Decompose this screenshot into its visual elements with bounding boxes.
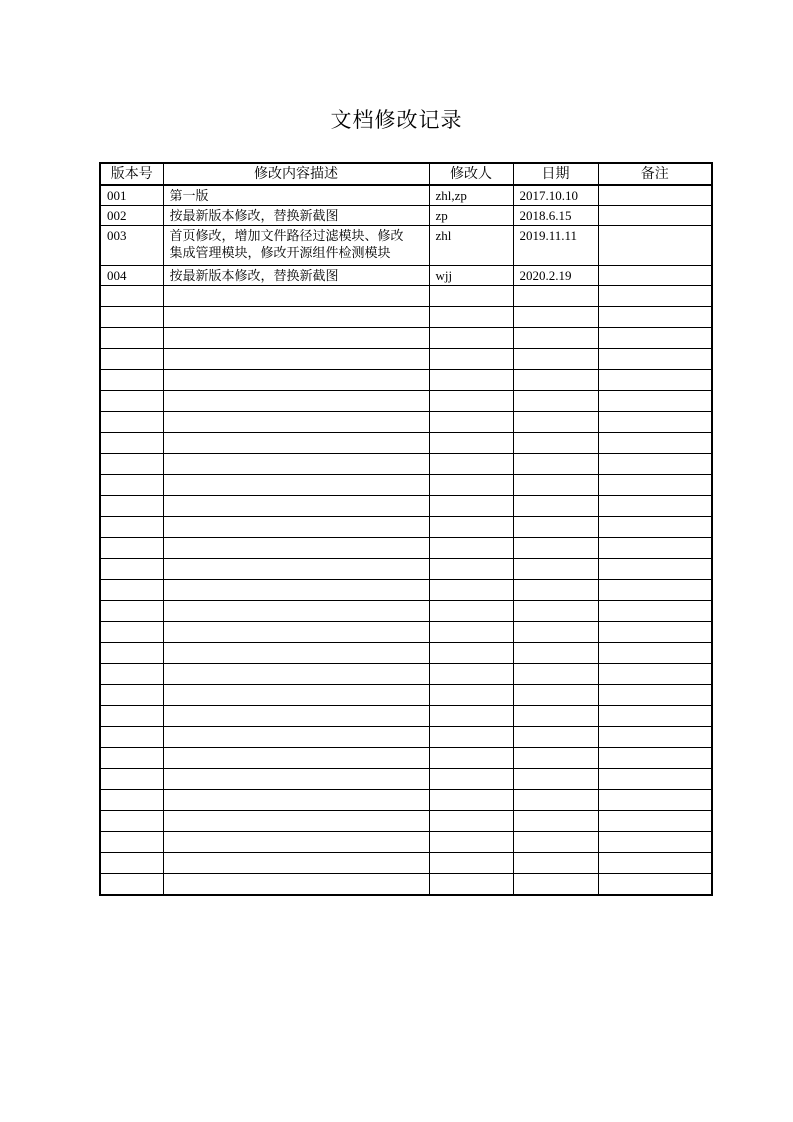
empty-cell — [598, 349, 712, 370]
empty-table-row — [100, 622, 712, 643]
empty-cell — [598, 643, 712, 664]
empty-cell — [429, 391, 513, 412]
empty-cell — [163, 286, 429, 307]
empty-cell — [163, 643, 429, 664]
empty-cell — [163, 349, 429, 370]
empty-cell — [513, 412, 598, 433]
empty-cell — [429, 580, 513, 601]
cell-date: 2020.2.19 — [513, 266, 598, 286]
empty-cell — [598, 454, 712, 475]
empty-table-row — [100, 748, 712, 769]
empty-cell — [163, 811, 429, 832]
empty-cell — [598, 391, 712, 412]
empty-cell — [163, 685, 429, 706]
empty-table-row — [100, 307, 712, 328]
empty-cell — [598, 433, 712, 454]
empty-cell — [598, 853, 712, 874]
empty-cell — [598, 685, 712, 706]
empty-cell — [429, 433, 513, 454]
empty-cell — [513, 433, 598, 454]
empty-cell — [513, 559, 598, 580]
empty-cell — [429, 307, 513, 328]
empty-table-row — [100, 328, 712, 349]
empty-cell — [100, 328, 163, 349]
empty-cell — [429, 706, 513, 727]
empty-cell — [598, 475, 712, 496]
empty-cell — [598, 307, 712, 328]
cell-date: 2018.6.15 — [513, 206, 598, 226]
empty-cell — [100, 370, 163, 391]
empty-cell — [513, 328, 598, 349]
empty-cell — [100, 706, 163, 727]
cell-author: wjj — [429, 266, 513, 286]
empty-cell — [429, 769, 513, 790]
cell-description: 按最新版本修改，替换新截图 — [163, 266, 429, 286]
empty-cell — [100, 664, 163, 685]
empty-table-row — [100, 643, 712, 664]
table-row — [100, 206, 712, 226]
cell-description — [163, 226, 429, 266]
empty-cell — [163, 664, 429, 685]
page-title: 文档修改记录 — [330, 108, 463, 132]
empty-cell — [163, 874, 429, 896]
empty-cell — [598, 580, 712, 601]
empty-cell — [100, 769, 163, 790]
empty-cell — [429, 748, 513, 769]
empty-cell — [429, 538, 513, 559]
empty-cell — [429, 853, 513, 874]
empty-cell — [163, 559, 429, 580]
empty-cell — [598, 496, 712, 517]
empty-cell — [100, 643, 163, 664]
cell-author: zhl — [429, 226, 513, 266]
empty-cell — [513, 685, 598, 706]
empty-cell — [100, 349, 163, 370]
cell-note — [598, 226, 712, 266]
empty-cell — [598, 517, 712, 538]
header-date: 日期 — [513, 163, 598, 185]
empty-cell — [100, 391, 163, 412]
empty-table-row — [100, 454, 712, 475]
empty-table-row — [100, 286, 712, 307]
empty-cell — [429, 349, 513, 370]
empty-cell — [598, 811, 712, 832]
empty-table-row — [100, 349, 712, 370]
empty-cell — [513, 496, 598, 517]
empty-cell — [163, 706, 429, 727]
empty-cell — [513, 643, 598, 664]
empty-cell — [598, 370, 712, 391]
empty-cell — [429, 664, 513, 685]
empty-cell — [429, 790, 513, 811]
empty-cell — [513, 727, 598, 748]
empty-cell — [163, 538, 429, 559]
cell-version: 001 — [100, 185, 163, 206]
empty-cell — [100, 286, 163, 307]
empty-cell — [100, 475, 163, 496]
empty-cell — [429, 517, 513, 538]
empty-cell — [163, 580, 429, 601]
header-description: 修改内容描述 — [163, 163, 429, 185]
empty-cell — [513, 853, 598, 874]
empty-table-row — [100, 370, 712, 391]
empty-table-row — [100, 874, 712, 896]
empty-cell — [598, 538, 712, 559]
empty-cell — [100, 538, 163, 559]
empty-cell — [429, 328, 513, 349]
empty-cell — [513, 664, 598, 685]
revision-table — [99, 162, 713, 896]
cell-note — [598, 206, 712, 226]
cell-date: 2019.11.11 — [513, 226, 598, 266]
empty-cell — [513, 580, 598, 601]
empty-cell — [429, 811, 513, 832]
empty-cell — [513, 349, 598, 370]
empty-cell — [598, 727, 712, 748]
empty-cell — [429, 685, 513, 706]
empty-cell — [429, 370, 513, 391]
header-author: 修改人 — [429, 163, 513, 185]
empty-table-row — [100, 580, 712, 601]
table-header-row — [100, 163, 712, 185]
empty-cell — [163, 517, 429, 538]
cell-description-line: 首页修改，增加文件路径过滤模块、修改 — [169, 228, 404, 243]
empty-cell — [163, 475, 429, 496]
empty-table-row — [100, 517, 712, 538]
empty-cell — [163, 748, 429, 769]
empty-cell — [513, 622, 598, 643]
empty-table-row — [100, 811, 712, 832]
empty-cell — [429, 727, 513, 748]
empty-cell — [100, 496, 163, 517]
empty-cell — [100, 433, 163, 454]
empty-cell — [100, 559, 163, 580]
empty-cell — [100, 517, 163, 538]
empty-cell — [429, 496, 513, 517]
empty-table-row — [100, 832, 712, 853]
empty-cell — [513, 517, 598, 538]
empty-cell — [598, 412, 712, 433]
empty-cell — [100, 601, 163, 622]
empty-cell — [100, 790, 163, 811]
empty-cell — [163, 496, 429, 517]
empty-cell — [598, 769, 712, 790]
empty-table-row — [100, 496, 712, 517]
empty-cell — [513, 811, 598, 832]
empty-cell — [163, 412, 429, 433]
empty-cell — [513, 874, 598, 896]
cell-version: 004 — [100, 266, 163, 286]
empty-cell — [100, 685, 163, 706]
empty-table-row — [100, 769, 712, 790]
cell-note — [598, 266, 712, 286]
header-note: 备注 — [598, 163, 712, 185]
empty-cell — [429, 643, 513, 664]
empty-cell — [100, 748, 163, 769]
empty-cell — [429, 286, 513, 307]
header-version: 版本号 — [100, 163, 163, 185]
empty-table-row — [100, 538, 712, 559]
empty-cell — [598, 664, 712, 685]
empty-cell — [100, 874, 163, 896]
empty-cell — [513, 706, 598, 727]
empty-cell — [163, 391, 429, 412]
empty-cell — [429, 475, 513, 496]
empty-cell — [513, 307, 598, 328]
empty-cell — [163, 328, 429, 349]
empty-cell — [163, 769, 429, 790]
empty-cell — [100, 454, 163, 475]
empty-cell — [598, 328, 712, 349]
empty-cell — [429, 622, 513, 643]
empty-table-row — [100, 853, 712, 874]
empty-cell — [100, 811, 163, 832]
empty-cell — [598, 601, 712, 622]
empty-cell — [513, 748, 598, 769]
cell-author: zhl,zp — [429, 185, 513, 206]
empty-table-row — [100, 706, 712, 727]
empty-cell — [513, 454, 598, 475]
empty-table-row — [100, 601, 712, 622]
empty-table-row — [100, 433, 712, 454]
cell-version: 002 — [100, 206, 163, 226]
empty-cell — [429, 601, 513, 622]
empty-cell — [163, 832, 429, 853]
empty-cell — [163, 727, 429, 748]
empty-cell — [163, 454, 429, 475]
empty-cell — [598, 874, 712, 896]
cell-author: zp — [429, 206, 513, 226]
empty-cell — [598, 622, 712, 643]
cell-note — [598, 185, 712, 206]
table-row — [100, 266, 712, 286]
empty-cell — [100, 307, 163, 328]
cell-description: 按最新版本修改，替换新截图 — [163, 206, 429, 226]
empty-cell — [163, 622, 429, 643]
empty-cell — [513, 370, 598, 391]
empty-cell — [598, 286, 712, 307]
empty-cell — [513, 601, 598, 622]
empty-cell — [429, 832, 513, 853]
cell-description-line: 集成管理模块，修改开源组件检测模块 — [169, 245, 391, 260]
empty-cell — [598, 559, 712, 580]
empty-cell — [429, 874, 513, 896]
empty-table-row — [100, 391, 712, 412]
empty-cell — [100, 832, 163, 853]
empty-cell — [100, 412, 163, 433]
empty-table-row — [100, 559, 712, 580]
empty-cell — [100, 622, 163, 643]
empty-cell — [163, 307, 429, 328]
empty-cell — [598, 706, 712, 727]
empty-cell — [100, 727, 163, 748]
empty-cell — [598, 748, 712, 769]
empty-table-row — [100, 685, 712, 706]
empty-cell — [163, 433, 429, 454]
empty-cell — [513, 538, 598, 559]
empty-cell — [163, 853, 429, 874]
empty-cell — [163, 601, 429, 622]
empty-cell — [100, 853, 163, 874]
empty-cell — [429, 412, 513, 433]
empty-table-row — [100, 475, 712, 496]
cell-date: 2017.10.10 — [513, 185, 598, 206]
empty-cell — [513, 475, 598, 496]
table-row — [100, 226, 712, 266]
empty-table-row — [100, 790, 712, 811]
empty-cell — [513, 832, 598, 853]
empty-cell — [513, 391, 598, 412]
table-row — [100, 185, 712, 206]
empty-table-row — [100, 412, 712, 433]
empty-cell — [429, 454, 513, 475]
empty-cell — [100, 580, 163, 601]
empty-cell — [429, 559, 513, 580]
cell-description: 第一版 — [163, 185, 429, 206]
empty-cell — [598, 832, 712, 853]
empty-cell — [163, 370, 429, 391]
empty-cell — [513, 790, 598, 811]
empty-cell — [163, 790, 429, 811]
empty-table-row — [100, 727, 712, 748]
empty-cell — [513, 769, 598, 790]
empty-table-row — [100, 664, 712, 685]
empty-cell — [598, 790, 712, 811]
empty-cell — [513, 286, 598, 307]
cell-version: 003 — [100, 226, 163, 266]
